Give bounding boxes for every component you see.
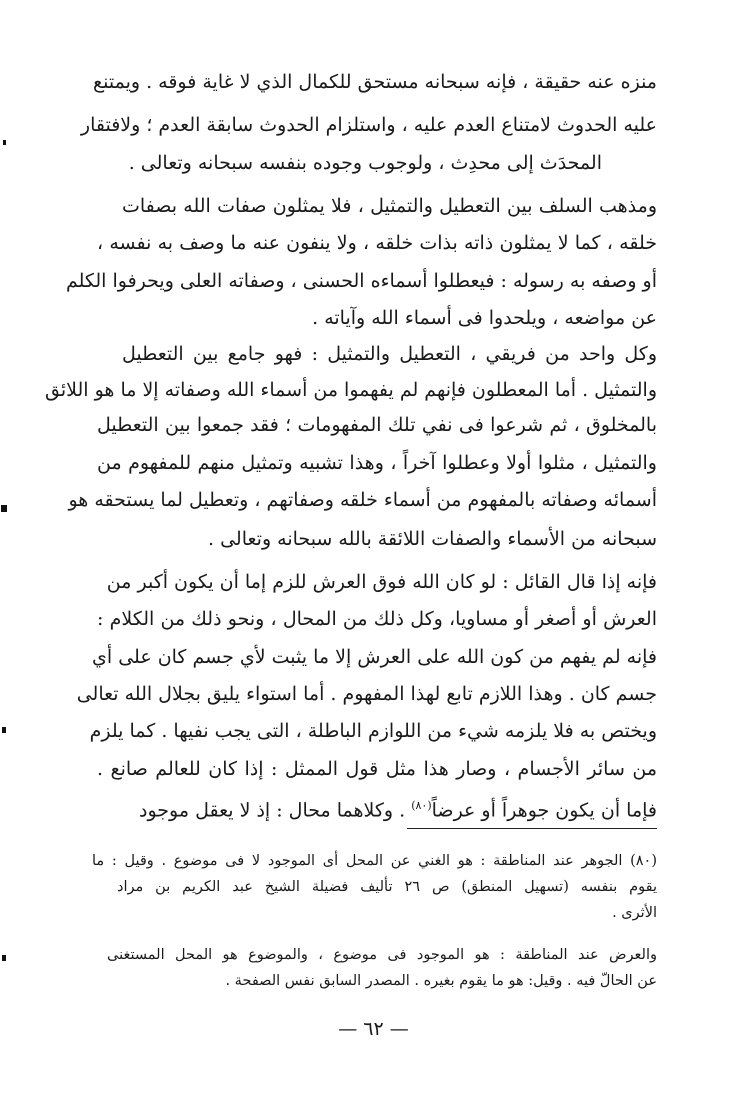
scan-edge-mark [1,505,7,512]
footnote-ref: (٨٠) [411,799,432,812]
body-line-with-footnote-ref [97,791,657,825]
body-line: المحدَث إلى محدِث ، ولوجوب وجوده بنفسه سبحانه وتعالى . [128,152,602,174]
page-number: — ٦٢ — [338,1018,409,1040]
scan-edge-mark [2,727,6,733]
body-line: منزه عنه حقيقة ، فإنه سبحانه مستحق للكمال الذي لا غاية فوقه . ويمتنع [93,71,657,93]
body-line-text: فإما أن يكون جوهراً أو عرضاً [431,799,657,822]
scan-edge-mark [2,955,6,961]
body-line-text: . وكلاهما محال : إذ لا يعقل موجود [139,799,412,822]
body-line: جسم كان . وهذا اللازم تابع لهذا المفهوم . أما استواء يليق بجلال الله تعالى [76,683,657,705]
footnote-separator [407,828,657,829]
body-line: عن مواضعه ، ويلحدوا فى أسماء الله وآياته . [312,307,657,329]
body-line: والتمثيل ، مثلوا أولا وعطلوا آخراً ، وهذا تشبيه وتمثيل منهم للمفهوم من [97,452,657,474]
body-line: والتمثيل . أما المعطلون فإنهم لم يفهموا من أسماء الله وصفاته إلا ما هو اللائق [45,379,657,401]
body-line: وكل واحد من فريقي ، التعطيل والتمثيل : فهو جامع بين التعطيل [122,343,657,365]
footnote-line: يقوم بنفسه (تسهيل المنطق) ص ٢٦ تأليف فضيلة الشيخ عبد الكريم بن مراد [117,879,657,895]
footnote-line: الأثرى . [612,905,657,921]
body-line: فإنه لم يفهم من كون الله على العرش إلا ما يثبت لأي جسم كان على أي [92,646,657,668]
body-line: أو وصفه به رسوله : فيعطلوا أسماءه الحسنى ، وصفاته العلى ويحرفوا الكلم [65,270,657,292]
body-line: من سائر الأجسام ، وصار هذا مثل قول الممثل : إذا كان للعالم صانع . [97,758,657,780]
footnote-line: عن الحالّ فيه . وقيل: هو ما يقوم بغيره . المصدر السابق نفس الصفحة . [225,973,657,989]
body-line: ويختص به فلا يلزمه شيء من اللوازم الباطلة ، التى يجب نفيها . كما يلزم [89,720,657,742]
body-line: عليه الحدوث لامتناع العدم عليه ، واستلزام الحدوث سابقة العدم ؛ ولافتقار [80,114,657,136]
body-line: سبحانه من الأسماء والصفات اللائقة بالله سبحانه وتعالى . [208,528,657,550]
body-line: خلقه ، كما لا يمثلون ذاته بذات خلقه ، ولا ينفون عنه ما وصف به نفسه ، [97,232,657,254]
scan-edge-mark [3,140,6,145]
body-line: فإنه إذا قال القائل : لو كان الله فوق العرش للزم إما أن يكون أكبر من [106,571,657,593]
footnote-line: (٨٠) الجوهر عند المناطقة : هو الغني عن المحل أى الموجود لا فى موضوع . وقيل : ما [92,853,657,869]
body-line: بالمخلوق ، ثم شرعوا فى نفي تلك المفهومات ؛ فقد جمعوا بين التعطيل [97,414,657,436]
body-line: ومذهب السلف بين التعطيل والتمثيل ، فلا يمثلون صفات الله بصفات [122,195,657,217]
body-line: العرش أو أصغر أو مساويا، وكل ذلك من المحال ، ونحو ذلك من الكلام : [97,608,657,630]
footnote-line: والعرض عند المناطقة : هو الموجود فى موضوع ، والموضوع هو المحل المستغنى [107,947,657,963]
body-line: أسمائه وصفاته بالمفهوم من أسماء خلقه وصفاتهم ، وتعطيل لما يستحقه هو [68,489,657,511]
